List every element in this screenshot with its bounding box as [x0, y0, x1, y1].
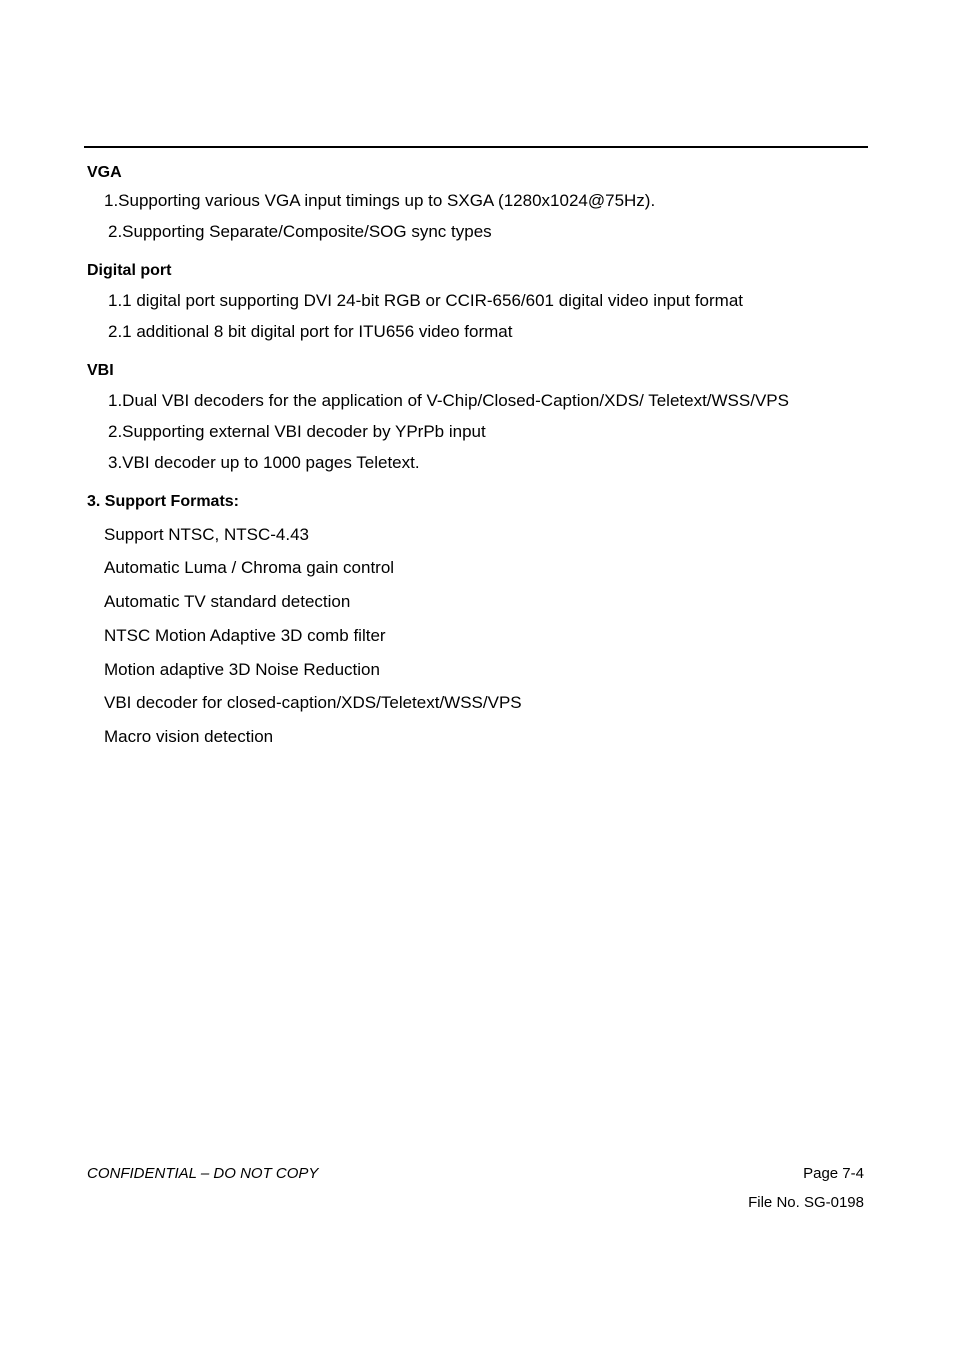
section-heading-digital-port: Digital port: [87, 262, 172, 279]
format-item-4: NTSC Motion Adaptive 3D comb filter: [104, 626, 386, 645]
digital-port-item-2: 2.1 additional 8 bit digital port for ITU656 video format: [108, 322, 513, 341]
vbi-item-2: 2.Supporting external VBI decoder by YPrPb input: [108, 422, 486, 441]
section-heading-vbi: VBI: [87, 362, 114, 379]
section-heading-support-formats: 3. Support Formats:: [87, 493, 240, 510]
format-item-1: Support NTSC, NTSC-4.43: [104, 525, 310, 544]
digital-port-item-1: 1.1 digital port supporting DVI 24-bit RGB or CCIR-656/601 digital video input format: [108, 291, 743, 310]
vbi-item-3: 3.VBI decoder up to 1000 pages Teletext.: [108, 453, 420, 472]
format-item-7: Macro vision detection: [104, 727, 274, 746]
section-heading-vga: VGA: [87, 164, 122, 181]
format-item-2: Automatic Luma / Chroma gain control: [104, 558, 395, 577]
footer-page-number: Page 7-4: [803, 1165, 864, 1182]
vbi-item-1: 1.Dual VBI decoders for the application of V-Chip/Closed-Caption/XDS/ Teletext/WSS/VPS: [108, 391, 789, 410]
vga-item-2: 2.Supporting Separate/Composite/SOG sync types: [108, 222, 492, 241]
format-item-6: VBI decoder for closed-caption/XDS/Teletext/WSS/VPS: [104, 693, 522, 712]
header-rule: [84, 146, 868, 148]
format-item-5: Motion adaptive 3D Noise Reduction: [104, 660, 380, 679]
format-item-3: Automatic TV standard detection: [104, 592, 351, 611]
footer-file-number: File No. SG-0198: [748, 1194, 864, 1211]
vga-item-1: 1.Supporting various VGA input timings up to SXGA (1280x1024@75Hz).: [104, 191, 656, 210]
footer-confidential: CONFIDENTIAL – DO NOT COPY: [87, 1165, 319, 1182]
